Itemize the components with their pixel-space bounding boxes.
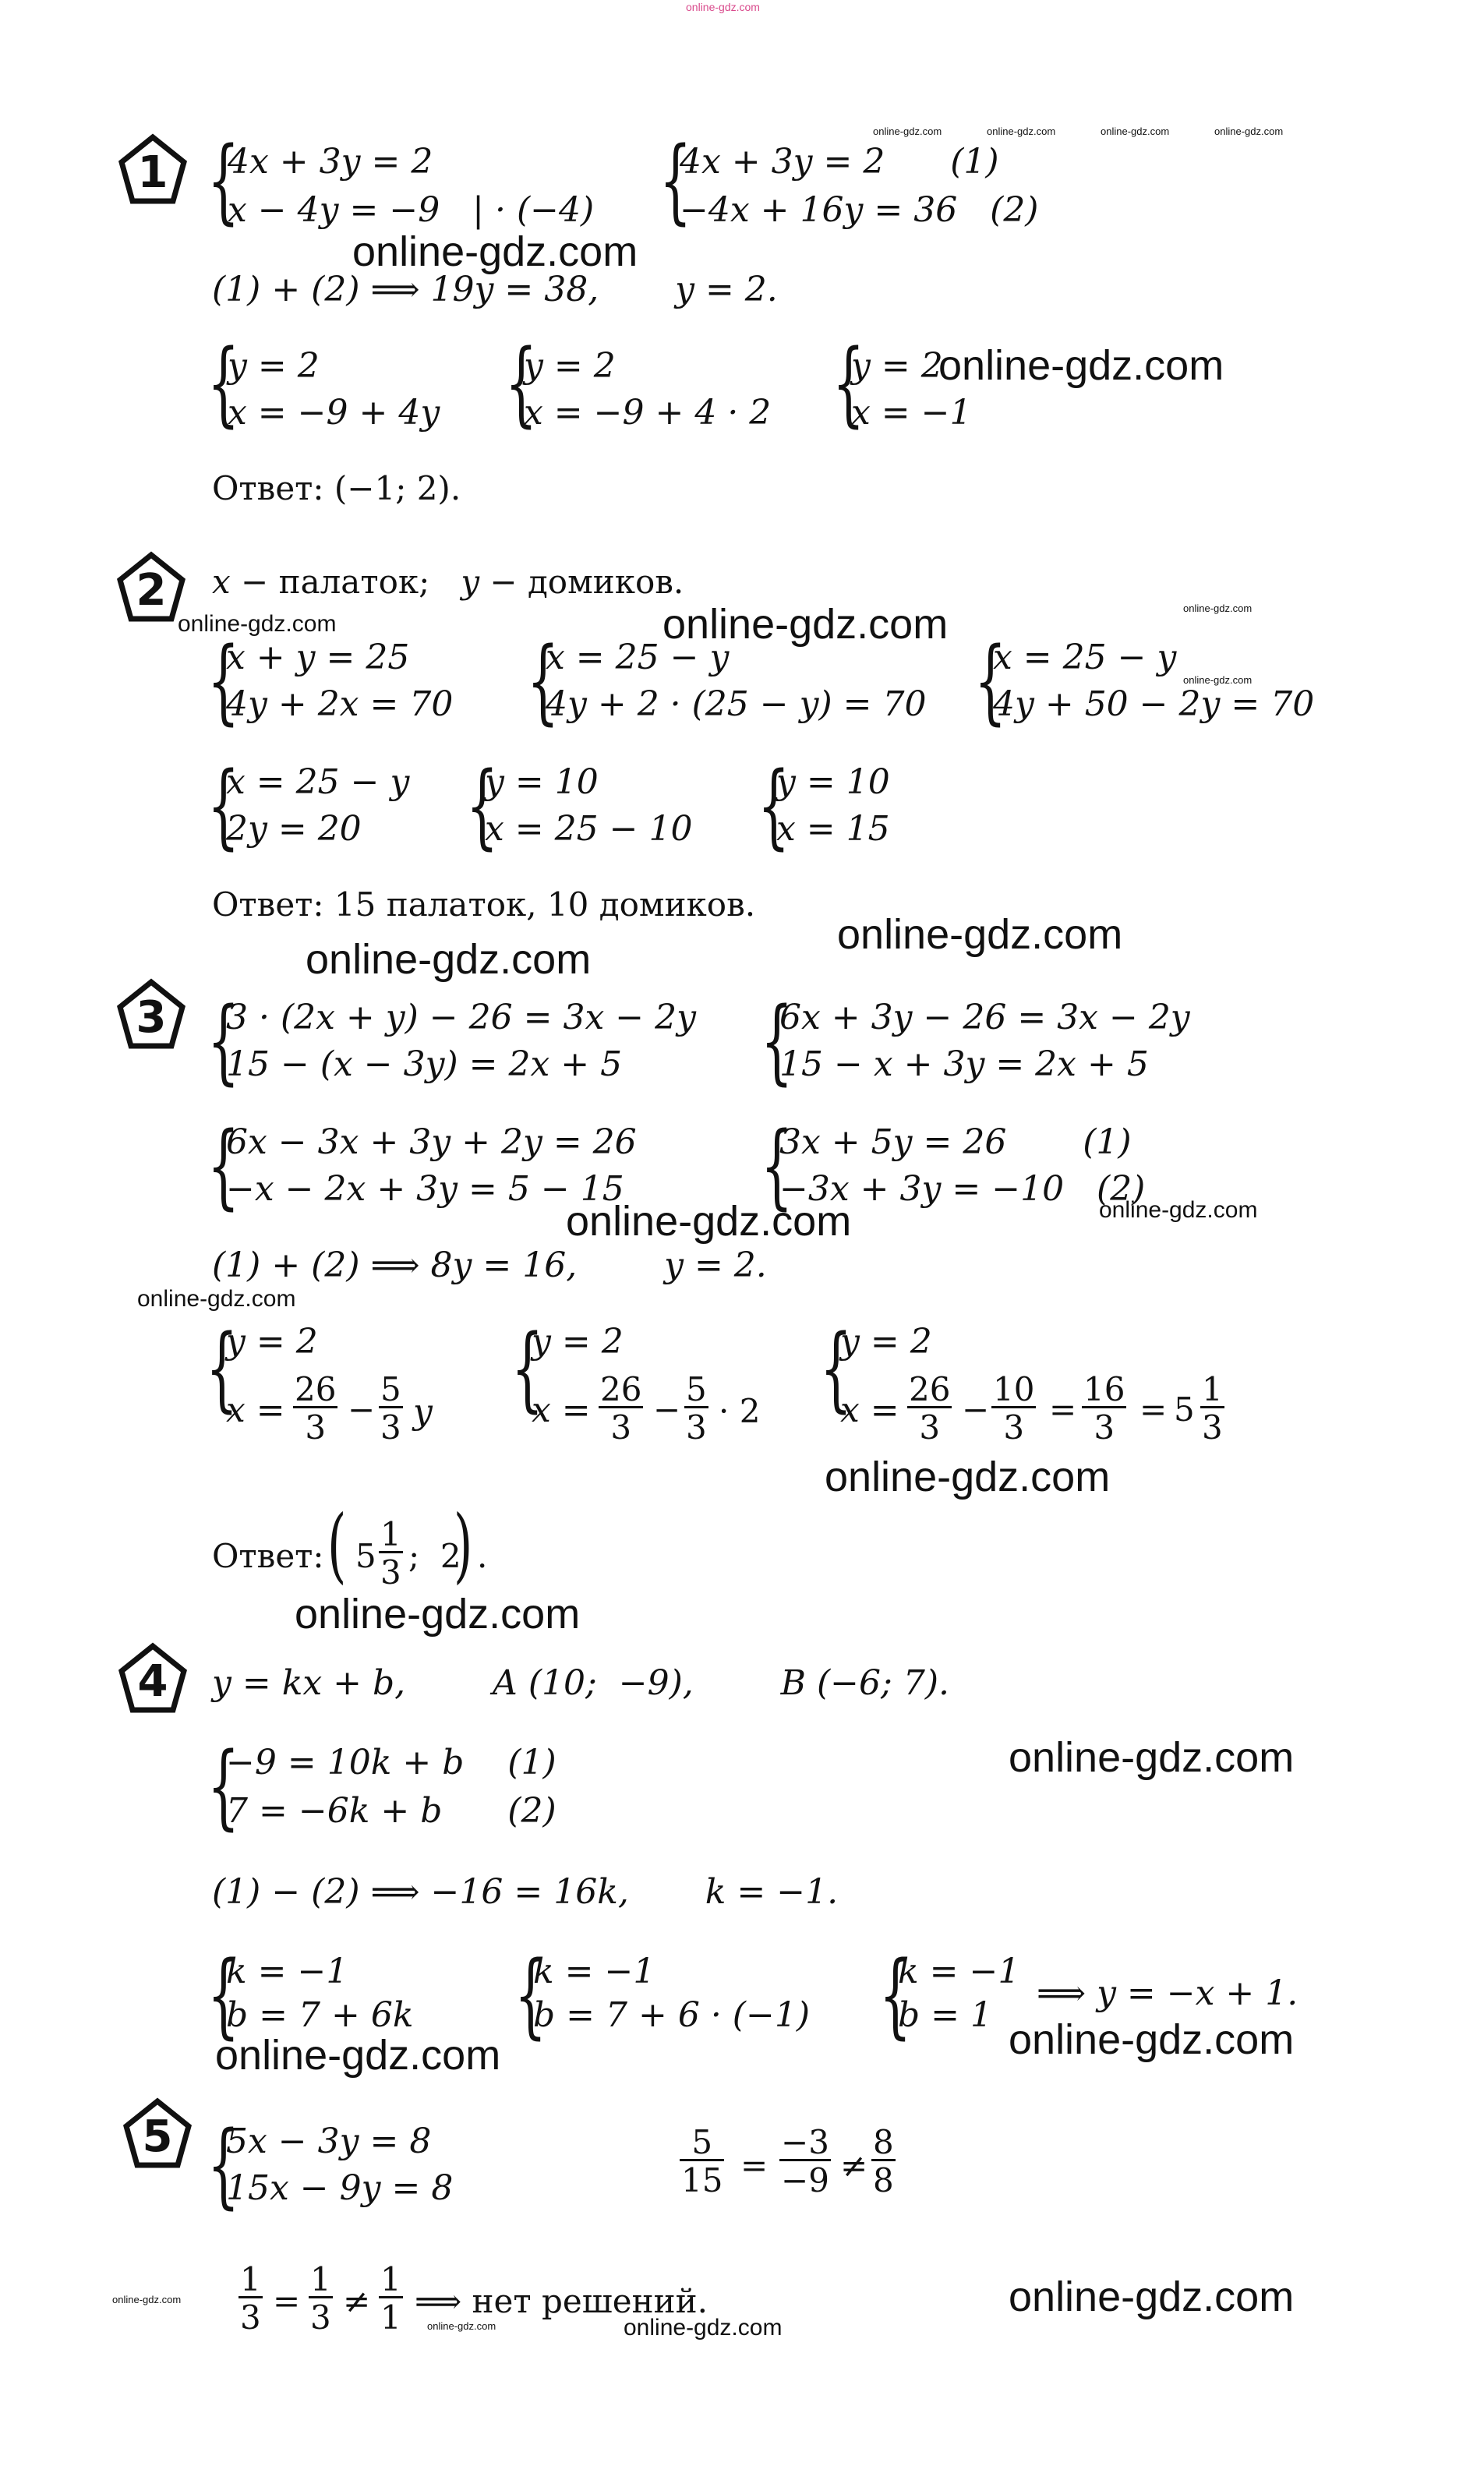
- var-y: y: [461, 563, 480, 601]
- denominator: 3: [379, 1406, 403, 1444]
- denominator: 8: [871, 2159, 896, 2197]
- task-2-system-2-line-1: x = 25 − y: [546, 638, 730, 677]
- svg-text:1: 1: [137, 147, 168, 198]
- denominator: 15: [680, 2159, 724, 2197]
- task-3-system-2-line-2: 15 − x + 3y = 2x + 5: [779, 1044, 1149, 1084]
- denominator: 3: [599, 1406, 643, 1444]
- task-4-system-2-line-1: k = −1: [226, 1952, 348, 1991]
- watermark-tiny: online-gdz.com: [987, 125, 1056, 137]
- task-3-sum-line: (1) + (2) ⟹ 8y = 16, y = 2.: [212, 1245, 767, 1285]
- task-3-system-6-line-1: y = 2: [532, 1322, 624, 1362]
- task-3-system-5-line-1: y = 2: [226, 1322, 318, 1362]
- task-2-system-2-line-2: 4y + 2 · (25 − y) = 70: [546, 684, 927, 724]
- watermark-tiny: online-gdz.com: [1183, 602, 1253, 614]
- numerator: 1: [1202, 1370, 1223, 1408]
- numerator: 26: [295, 1370, 337, 1408]
- numerator: 1: [310, 2260, 331, 2298]
- watermark: online-gdz.com: [1009, 2016, 1295, 2063]
- brace: {: [879, 1941, 912, 2048]
- fraction-1-3: [1200, 1370, 1224, 1447]
- brace: {: [761, 987, 793, 1094]
- equals-sign: =: [273, 2282, 301, 2320]
- task-3-system-1-line-2: 15 − (x − 3y) = 2x + 5: [226, 1044, 623, 1084]
- watermark-tiny: online-gdz.com: [112, 2294, 182, 2305]
- intro-tents: − палаток;: [230, 563, 461, 601]
- answer-rest: ; 2: [408, 1537, 461, 1575]
- brace: {: [466, 751, 499, 859]
- watermark: online-gdz.com: [1009, 1734, 1295, 1781]
- task-1-number-badge: [115, 132, 190, 207]
- watermark: online-gdz.com: [938, 342, 1224, 389]
- brace: {: [832, 329, 865, 436]
- ratio-1-1: [379, 2260, 403, 2337]
- task-2-system-4-line-1: x = 25 − y: [226, 762, 410, 802]
- task-1-sum-line: (1) + (2) ⟹ 19y = 38, y = 2.: [212, 270, 778, 309]
- brace: {: [207, 2111, 240, 2218]
- watermark: online-gdz.com: [1009, 2273, 1295, 2320]
- close-paren: ): [454, 1497, 473, 1592]
- brace: {: [207, 1941, 240, 2048]
- numerator: 1: [380, 1515, 401, 1553]
- not-equal-sign: ≠: [840, 2146, 868, 2185]
- watermark: online-gdz.com: [1099, 1197, 1258, 1223]
- ratio-neg3-neg9: [779, 2123, 831, 2199]
- fraction-26-3: [599, 1370, 643, 1447]
- denominator: 3: [907, 1406, 952, 1444]
- equals-sign: =: [740, 2146, 768, 2185]
- brace: {: [761, 1111, 793, 1219]
- watermark-tiny: online-gdz.com: [1183, 674, 1253, 686]
- fraction-5-3: [684, 1370, 708, 1447]
- task-3-system-6-x: x =: [532, 1390, 602, 1430]
- numerator: 5: [691, 2123, 713, 2161]
- task-2-system-4-line-2: 2y = 20: [226, 809, 362, 849]
- numerator: −3: [781, 2123, 829, 2161]
- times-two: · 2: [719, 1392, 761, 1430]
- task-1-system-1-line-2: x − 4y = −9 | · (−4): [228, 190, 595, 230]
- fraction-16-3: [1082, 1370, 1126, 1447]
- watermark: online-gdz.com: [662, 601, 949, 648]
- task-4-number-badge: [115, 1641, 190, 1716]
- brace: {: [974, 627, 1007, 734]
- task-1-system-4-line-2: x = −9 + 4 · 2: [524, 393, 772, 433]
- open-paren: (: [327, 1497, 347, 1592]
- task-1-system-2-line-1: 4x + 3y = 2 (1): [680, 142, 999, 182]
- variable-y: y: [413, 1392, 433, 1432]
- task-3-system-4-line-2: −3x + 3y = −10 (2): [779, 1169, 1146, 1209]
- watermark-tiny: online-gdz.com: [427, 2320, 496, 2332]
- numerator: 26: [600, 1370, 642, 1408]
- task-2-system-5-line-2: x = 25 − 10: [485, 809, 693, 849]
- denominator: 3: [991, 1406, 1036, 1444]
- task-5-system-line-2: 15x − 9y = 8: [226, 2168, 454, 2208]
- task-2-system-1-line-1: x + y = 25: [226, 638, 410, 677]
- task-4-result: ⟹ y = −x + 1.: [1037, 1973, 1298, 2013]
- task-4-system-2-line-2: b = 7 + 6k: [226, 1995, 414, 2035]
- watermark: online-gdz.com: [352, 228, 638, 275]
- watermark-tiny: online-gdz.com: [873, 125, 942, 137]
- task-2-system-3-line-2: 4y + 50 − 2y = 70: [993, 684, 1315, 724]
- task-4-intro: y = kx + b, A (10; −9), B (−6; 7).: [212, 1663, 949, 1703]
- task-3-system-5-x: x =: [226, 1390, 296, 1430]
- task-1-system-3-line-1: y = 2: [228, 346, 320, 386]
- task-2-intro: [212, 563, 684, 601]
- denominator: 3: [309, 2296, 333, 2334]
- task-1-system-3-line-2: x = −9 + 4y: [228, 393, 440, 433]
- answer-period: .: [477, 1537, 488, 1575]
- task-3-system-2-line-1: 6x + 3y − 26 = 3x − 2y: [779, 998, 1190, 1037]
- brace: {: [207, 126, 240, 234]
- brace: {: [207, 1732, 240, 1839]
- brace: {: [527, 627, 560, 734]
- answer-fraction-1-3: [379, 1515, 403, 1592]
- equals-sign: =: [1049, 1390, 1077, 1429]
- task-3-system-7-line-1: y = 2: [840, 1322, 932, 1362]
- svg-text:5: 5: [142, 2111, 173, 2162]
- numerator: 8: [873, 2123, 894, 2161]
- task-2-answer: Ответ: 15 палаток, 10 домиков.: [212, 885, 756, 924]
- ratio-1-3: [238, 2260, 263, 2337]
- minus-sign: −: [348, 1390, 376, 1429]
- watermark: online-gdz.com: [624, 2315, 783, 2341]
- brace: {: [505, 329, 538, 436]
- task-1-system-4-line-1: y = 2: [524, 346, 616, 386]
- task-5-conclusion: ⟹ нет решений.: [415, 2282, 708, 2320]
- numerator: 10: [993, 1370, 1035, 1408]
- fraction-5-3: [379, 1370, 403, 1447]
- watermark: online-gdz.com: [178, 611, 337, 637]
- equals-sign: =: [1140, 1390, 1168, 1429]
- watermark-tiny: online-gdz.com: [1214, 125, 1284, 137]
- fraction-26-3: [293, 1370, 337, 1447]
- task-3-system-1-line-1: 3 · (2x + y) − 26 = 3x − 2y: [226, 998, 696, 1037]
- task-3-system-3-line-1: 6x − 3x + 3y + 2y = 26: [226, 1122, 637, 1162]
- task-3-system-7-x: x =: [840, 1390, 910, 1430]
- watermark: online-gdz.com: [295, 1591, 581, 1637]
- var-x: x: [212, 563, 231, 601]
- brace: {: [207, 1111, 240, 1219]
- task-1-system-2-line-2: −4x + 16y = 36 (2): [680, 190, 1039, 230]
- task-4-system-3-line-1: k = −1: [533, 1952, 655, 1991]
- minus-sign: −: [962, 1390, 990, 1429]
- fraction-26-3: [907, 1370, 952, 1447]
- task-4-system-1-line-1: −9 = 10k + b (1): [226, 1743, 556, 1782]
- watermark: online-gdz.com: [306, 936, 592, 983]
- watermark: online-gdz.com: [566, 1198, 852, 1245]
- task-5-system-line-1: 5x − 3y = 8: [226, 2121, 432, 2161]
- numerator: 1: [240, 2260, 261, 2298]
- brace: {: [514, 1941, 547, 2048]
- task-5-number-badge: [120, 2097, 195, 2171]
- denominator: 3: [293, 1406, 337, 1444]
- ratio-1-3: [309, 2260, 333, 2337]
- task-2-system-1-line-2: 4y + 2x = 70: [226, 684, 454, 724]
- top-watermark: online-gdz.com: [686, 1, 760, 13]
- watermark: online-gdz.com: [215, 2032, 501, 2079]
- task-2-system-6-line-1: y = 10: [776, 762, 890, 802]
- task-3-answer-label: Ответ:: [212, 1537, 324, 1575]
- watermark: online-gdz.com: [137, 1286, 296, 1312]
- watermark: online-gdz.com: [837, 911, 1123, 958]
- task-1-system-5-line-2: x = −1: [851, 393, 972, 433]
- task-3-system-4-line-1: 3x + 5y = 26 (1): [779, 1122, 1132, 1162]
- task-3-number-badge: [114, 977, 189, 1052]
- watermark-tiny: online-gdz.com: [1101, 125, 1170, 137]
- task-4-system-3-line-2: b = 7 + 6 · (−1): [533, 1995, 810, 2035]
- task-1-answer: Ответ: (−1; 2).: [212, 469, 461, 507]
- svg-text:2: 2: [136, 565, 167, 616]
- brace: {: [659, 126, 692, 234]
- task-3-system-3-line-2: −x − 2x + 3y = 5 − 15: [226, 1169, 624, 1209]
- task-4-system-4-line-2: b = 1: [898, 1995, 992, 2035]
- svg-text:4: 4: [137, 1656, 168, 1707]
- denominator: 1: [379, 2296, 403, 2334]
- brace: {: [207, 627, 240, 734]
- watermark: online-gdz.com: [825, 1454, 1111, 1500]
- brace: {: [758, 751, 790, 859]
- denominator: 3: [684, 1406, 708, 1444]
- task-4-system-1-line-2: 7 = −6k + b (2): [226, 1791, 556, 1831]
- brace: {: [511, 1314, 544, 1422]
- brace: {: [820, 1314, 853, 1422]
- numerator: 1: [380, 2260, 401, 2298]
- task-1-system-5-line-1: y = 2: [851, 346, 943, 386]
- denominator: 3: [379, 1551, 403, 1589]
- task-2-system-3-line-1: x = 25 − y: [993, 638, 1177, 677]
- minus-sign: −: [653, 1390, 681, 1429]
- ratio-8-8: [871, 2123, 896, 2199]
- numerator: 5: [380, 1370, 401, 1408]
- not-equal-sign: ≠: [343, 2282, 371, 2320]
- numerator: 16: [1083, 1370, 1125, 1408]
- denominator: −9: [779, 2159, 831, 2197]
- answer-integer: 5: [355, 1537, 376, 1575]
- task-4-system-4-line-1: k = −1: [898, 1952, 1020, 1991]
- task-4-diff-line: (1) − (2) ⟹ −16 = 16k, k = −1.: [212, 1872, 839, 1912]
- task-1-system-1-line-1: 4x + 3y = 2: [228, 142, 433, 182]
- svg-text:3: 3: [136, 992, 167, 1043]
- denominator: 3: [1200, 1406, 1224, 1444]
- ratio-5-15: [680, 2123, 724, 2199]
- fraction-10-3: [991, 1370, 1036, 1447]
- brace: {: [207, 329, 240, 436]
- denominator: 3: [1082, 1406, 1126, 1444]
- numerator: 26: [909, 1370, 951, 1408]
- task-2-system-6-line-2: x = 15: [776, 809, 890, 849]
- intro-houses: − домиков.: [479, 563, 684, 601]
- numerator: 5: [686, 1370, 707, 1408]
- brace: {: [206, 1314, 238, 1422]
- brace: {: [207, 987, 240, 1094]
- task-2-system-5-line-1: y = 10: [485, 762, 599, 802]
- denominator: 3: [238, 2296, 263, 2334]
- brace: {: [207, 751, 240, 859]
- mixed-integer: 5: [1174, 1390, 1195, 1429]
